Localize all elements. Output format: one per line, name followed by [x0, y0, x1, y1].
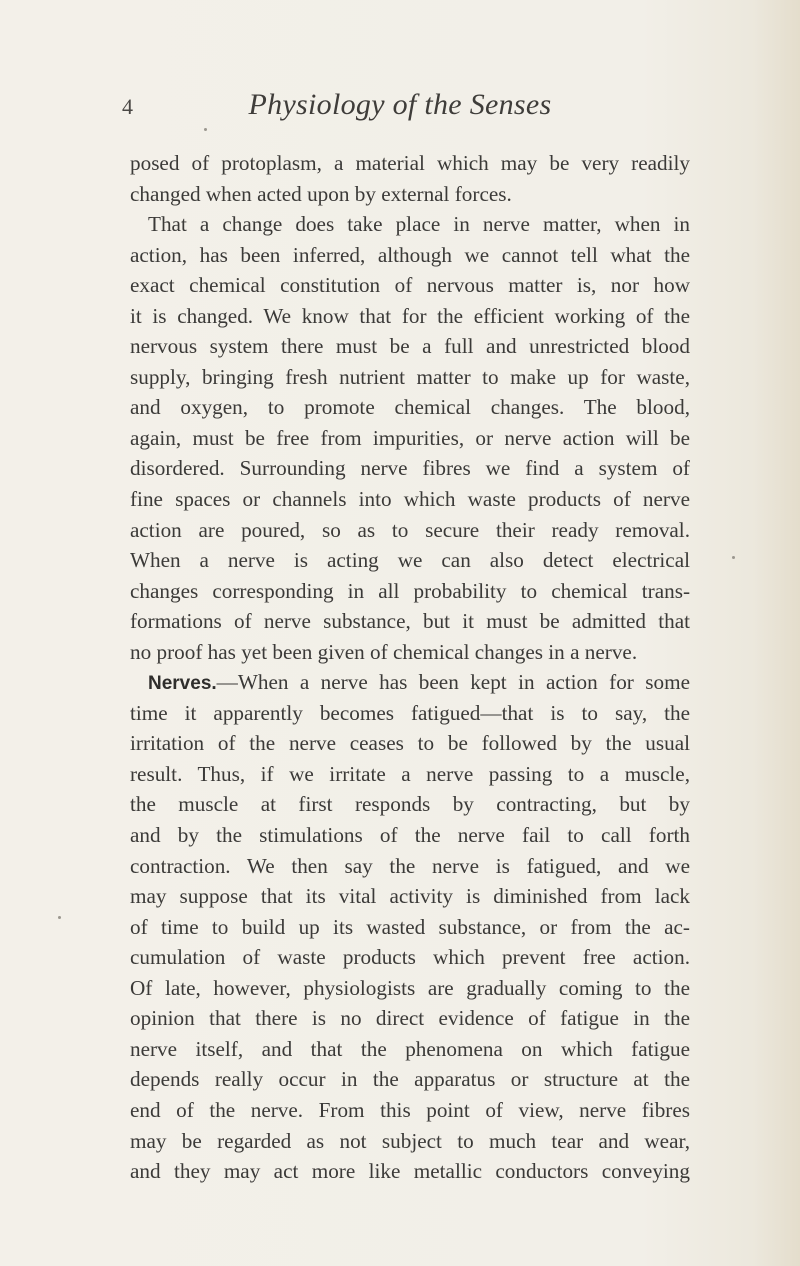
- text-line: it is changed. We know that for the efficient working of the: [130, 303, 690, 328]
- text-line: end of the nerve. From this point of view, nerve fibres: [130, 1097, 690, 1122]
- text-line: exact chemical constitution of nervous matter is, nor how: [130, 273, 690, 298]
- text-line: When a nerve is acting we can also detect electrical: [130, 548, 690, 573]
- sidehead-line: [130, 667, 690, 698]
- text-line: the muscle at first responds by contracting, but by: [130, 792, 690, 817]
- text-line: irritation of the nerve ceases to be followed by the usual: [130, 731, 690, 756]
- running-title: Physiology of the Senses: [248, 88, 552, 121]
- text-line: changed when acted upon by external forces.: [130, 181, 512, 206]
- text-line: depends really occur in the apparatus or structure at the: [130, 1067, 690, 1092]
- text-line: formations of nerve substance, but it must be admitted that: [130, 609, 690, 634]
- text-line: and by the stimulations of the nerve fail to call forth: [130, 823, 690, 848]
- text-line: disordered. Surrounding nerve fibres we find a system of: [130, 456, 690, 481]
- text-line: action are poured, so as to secure their ready removal.: [130, 517, 690, 542]
- text-line: —When a nerve has been kept in action for some: [216, 670, 690, 695]
- text-line: may be regarded as not subject to much tear and wear,: [130, 1128, 690, 1153]
- text-line: cumulation of waste products which prevent free action.: [130, 945, 690, 970]
- text-line: opinion that there is no direct evidence of fatigue in the: [130, 1006, 690, 1031]
- text-line: fine spaces or channels into which waste products of nerve: [130, 487, 690, 512]
- paper-speck: [58, 916, 61, 919]
- sidehead-nerves: Nerves.: [148, 673, 217, 695]
- text-line: nervous system there must be a full and unrestricted blood: [130, 334, 690, 359]
- text-line: posed of protoplasm, a material which may be very readily: [130, 151, 690, 175]
- text-line: and oxygen, to promote chemical changes. The blood,: [130, 395, 690, 420]
- text-line: time it apparently becomes fatigued—that is to say, the: [130, 700, 690, 725]
- text-line: That a change does take place in nerve matter, when in: [148, 212, 690, 237]
- text-line: action, has been inferred, although we cannot tell what the: [130, 242, 690, 267]
- running-head: [0, 88, 800, 128]
- text-line: no proof has yet been given of chemical changes in a nerve.: [130, 639, 638, 664]
- text-line: again, must be free from impurities, or nerve action will be: [130, 425, 690, 450]
- text-line: of time to build up its wasted substance, or from the ac-: [130, 914, 690, 939]
- text-line: may suppose that its vital activity is diminished from lack: [130, 884, 690, 909]
- text-line: contraction. We then say the nerve is fatigued, and we: [130, 853, 690, 878]
- text-line: Of late, however, physiologists are gradually coming to the: [130, 975, 690, 1000]
- text-line: and they may act more like metallic conductors conveying: [130, 1159, 690, 1184]
- paper-speck: [732, 556, 735, 559]
- body-text: [130, 148, 690, 1187]
- text-line: supply, bringing fresh nutrient matter to make up for waste,: [130, 364, 690, 389]
- text-line: nerve itself, and that the phenomena on which fatigue: [130, 1036, 690, 1061]
- paper-speck: [204, 128, 207, 131]
- text-line: changes corresponding in all probability to chemical trans-: [130, 578, 690, 603]
- text-line: result. Thus, if we irritate a nerve passing to a muscle,: [130, 761, 690, 786]
- page-number: 4: [122, 94, 133, 119]
